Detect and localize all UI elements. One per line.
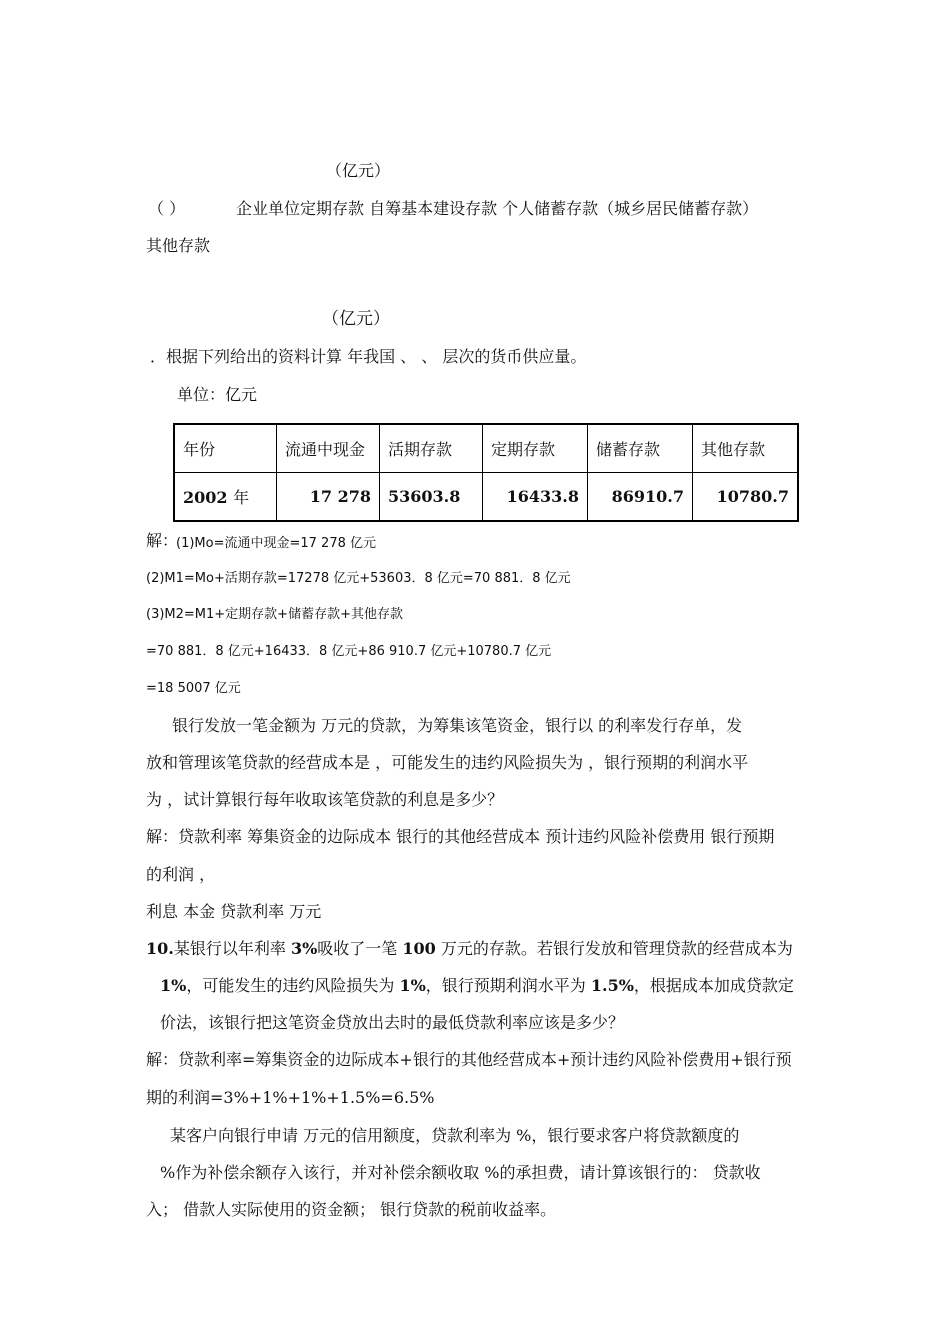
cell-year	[174, 473, 277, 522]
q10-text-1c: 万元的存款。若银行发放和管理贷款的经营成本为	[435, 939, 793, 958]
table-header-row	[174, 424, 798, 473]
header-year: 年份	[174, 424, 277, 473]
q10-risk: 1%	[399, 976, 426, 995]
q9-solution-1: 解：贷款利率 筹集资金的边际成本 银行的其他经营成本 预计违约风险补偿费用 银行预期	[146, 827, 775, 846]
table-row	[174, 473, 798, 522]
solution-line-1: (1)Mo=流通中现金=17 278 亿元	[176, 536, 376, 551]
unit-label-mid: （亿元）	[322, 309, 390, 329]
solution-line-3: (3)M2=M1+定期存款+储蓄存款+其他存款	[146, 607, 403, 622]
q11-line-3: 入； 借款人实际使用的资金额； 银行贷款的税前收益率。	[146, 1200, 557, 1219]
q10-profit: 1.5%	[590, 976, 634, 995]
q9-solution-2: 的利润 ，	[146, 865, 216, 884]
solution-line-5: =18 5007 亿元	[146, 681, 241, 696]
q10-solution-1: 解：贷款利率=筹集资金的边际成本+银行的其他经营成本+预计违约风险补偿费用+银行预	[146, 1050, 792, 1069]
q11-line-2: %作为补偿余额存入该行，并对补偿余额收取 %的承担费，请计算该银行的： 贷款收	[160, 1163, 761, 1182]
solution-prefix: 解：	[146, 531, 179, 550]
question-heading: ．根据下列给出的资料计算 年我国 、 、 层次的货币供应量。	[150, 347, 587, 366]
q11-line-1: 某客户向银行申请 万元的信用额度，贷款利率为 %，银行要求客户将贷款额度的	[170, 1126, 740, 1145]
cell-demand: 53603.8	[380, 473, 483, 522]
deposit-paren: （ ）	[148, 199, 186, 218]
cell-savings: 86910.7	[588, 473, 693, 522]
money-supply-table	[173, 423, 799, 522]
q10-text-2a: ，可能发生的违约风险损失为	[186, 976, 400, 995]
q10-amount: 100	[402, 939, 436, 958]
q10-text-1b: 吸收了一笔	[317, 939, 403, 958]
q9-line-3: 为 ，试计算银行每年收取该笔贷款的利息是多少？	[146, 790, 504, 809]
deposit-items: 企业单位定期存款 自筹基本建设存款 个人储蓄存款（城乡居民储蓄存款）	[236, 199, 759, 218]
cell-cash: 17 278	[277, 473, 380, 522]
q10-line-3: 价法，该银行把这笔资金贷放出去时的最低贷款利率应该是多少？	[160, 1013, 625, 1032]
q10-text-2c: ，根据成本加成贷款定	[633, 976, 794, 995]
cell-time: 16433.8	[483, 473, 588, 522]
cell-year-num: 2002	[183, 488, 228, 507]
q10-text-1a: 某银行以年利率	[173, 939, 291, 958]
unit-label-top: （亿元）	[326, 161, 391, 180]
header-savings: 储蓄存款	[588, 424, 693, 473]
cell-year-unit: 年	[233, 488, 250, 507]
q10-cost: 1%	[160, 976, 187, 995]
cell-other: 10780.7	[693, 473, 799, 522]
q9-line-2: 放和管理该笔贷款的经营成本是 ，可能发生的违约风险损失为 ，银行预期的利润水平	[146, 753, 749, 772]
q10-line-1	[146, 939, 793, 959]
q9-solution-3: 利息 本金 贷款利率 万元	[146, 902, 322, 921]
q10-number: 10.	[146, 939, 174, 958]
solution-line-2: (2)M1=Mo+活期存款=17278 亿元+53603．8 亿元=70 881．8 亿元	[146, 571, 571, 586]
header-other: 其他存款	[693, 424, 799, 473]
header-demand: 活期存款	[380, 424, 483, 473]
q10-text-2b: ，银行预期利润水平为	[425, 976, 591, 995]
header-time: 定期存款	[483, 424, 588, 473]
deposit-other: 其他存款	[146, 236, 211, 255]
q9-line-1: 银行发放一笔金额为 万元的贷款，为筹集该笔资金，银行以 的利率发行存单，发	[172, 716, 743, 735]
q10-solution-2: 期的利润=3%+1%+1%+1.5%=6.5%	[146, 1088, 435, 1107]
solution-line-4: =70 881．8 亿元+16433．8 亿元+86 910.7 亿元+10780.7 亿元	[146, 644, 552, 659]
q10-line-2	[160, 976, 794, 996]
unit-label: 单位：亿元	[177, 385, 258, 404]
header-cash: 流通中现金	[277, 424, 380, 473]
q10-rate: 3%	[290, 939, 318, 958]
